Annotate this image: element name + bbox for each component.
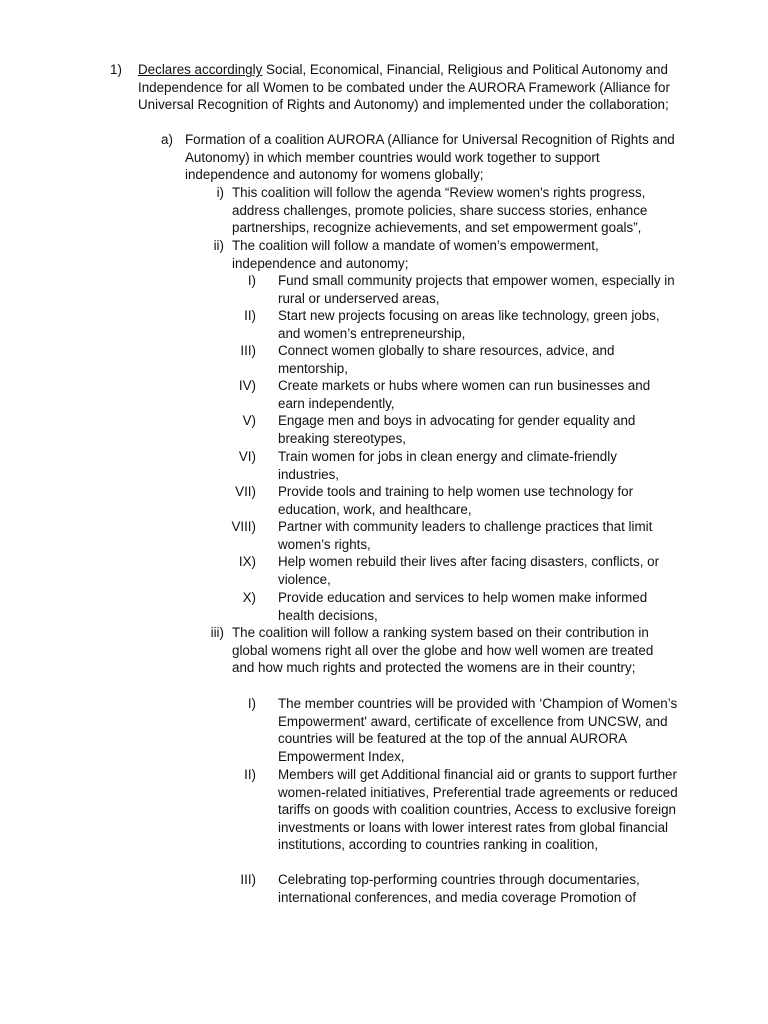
point-text: This coalition will follow the agenda “Review women's rights progress, address challenges, promote policies, share success stories, enhance partnerships, recognize achievements, and set empowerment goals”, bbox=[232, 185, 648, 236]
mandate-item bbox=[238, 377, 678, 412]
point-marker: ii) bbox=[213, 238, 224, 253]
mandate-text: Engage men and boys in advocating for gender equality and breaking stereotypes, bbox=[278, 413, 636, 446]
subclause-marker: a) bbox=[161, 132, 173, 147]
mandate-text: Train women for jobs in clean energy and climate-friendly industries, bbox=[278, 449, 617, 482]
mandate-item bbox=[238, 448, 678, 483]
mandate-item bbox=[242, 589, 678, 624]
mandate-marker: VII) bbox=[235, 484, 256, 499]
point-i bbox=[216, 184, 678, 237]
ranking-text: Members will get Additional financial aid or grants to support further women-related initiatives, Preferential trade agreements or reduced tariffs on goods with coalition countries, Access to exclusive foreign investments or loans with lower interest rates from global financial institutions, according to countries ranking in coalition, bbox=[278, 767, 678, 853]
mandate-marker: IX) bbox=[238, 554, 256, 569]
mandate-marker: IV) bbox=[238, 378, 256, 393]
point-ii bbox=[213, 237, 678, 272]
mandate-item bbox=[235, 483, 678, 518]
mandate-marker: I) bbox=[247, 273, 256, 288]
clause-body: Social, Economical, Financial, Religious and Political Autonomy and Independence for all Women to be combated under the AURORA Framework (Alliance for Universal Recognition of Rights and Autonomy) and implemented under the collaboration; bbox=[138, 62, 670, 113]
mandate-item bbox=[244, 307, 678, 342]
mandate-text: Help women rebuild their lives after facing disasters, conflicts, or violence, bbox=[278, 554, 660, 587]
mandate-item bbox=[238, 553, 678, 588]
mandate-marker: VIII) bbox=[231, 519, 256, 534]
mandate-marker: III) bbox=[240, 343, 256, 358]
mandate-text: Provide education and services to help women make informed health decisions, bbox=[278, 590, 648, 623]
mandate-text: Connect women globally to share resources, advice, and mentorship, bbox=[278, 343, 615, 376]
clause-marker: 1) bbox=[110, 62, 122, 77]
mandate-text: Partner with community leaders to challenge practices that limit women’s rights, bbox=[278, 519, 653, 552]
mandate-text: Start new projects focusing on areas like technology, green jobs, and women’s entrepreneurship, bbox=[278, 308, 660, 341]
mandate-text: Create markets or hubs where women can run businesses and earn independently, bbox=[278, 378, 651, 411]
point-marker: i) bbox=[216, 185, 224, 200]
mandate-marker: V) bbox=[242, 413, 256, 428]
mandate-text: Fund small community projects that empower women, especially in rural or underserved areas, bbox=[278, 273, 675, 306]
point-text: The coalition will follow a ranking system based on their contribution in global womens right all over the globe and how well women are treated and how much rights and protected the womens are in their country; bbox=[232, 625, 654, 676]
mandate-item bbox=[242, 412, 678, 447]
subclause-a bbox=[161, 131, 675, 184]
ranking-marker: III) bbox=[240, 872, 256, 887]
mandate-text: Provide tools and training to help women use technology for education, work, and healthcare, bbox=[278, 484, 634, 517]
ranking-marker: I) bbox=[247, 696, 256, 711]
mandate-marker: X) bbox=[242, 590, 256, 605]
clause-text bbox=[138, 61, 678, 114]
point-iii bbox=[210, 624, 678, 677]
ranking-text: Celebrating top-performing countries through documentaries, international conferences, and media coverage Promotion of bbox=[278, 872, 640, 905]
ranking-item bbox=[244, 766, 678, 854]
ranking-item bbox=[247, 695, 678, 765]
mandate-item bbox=[247, 272, 678, 307]
clause-1 bbox=[110, 61, 678, 114]
mandate-marker: VI) bbox=[238, 449, 256, 464]
point-marker: iii) bbox=[210, 625, 224, 640]
clause-lead: Declares accordingly bbox=[138, 62, 263, 77]
subclause-text: Formation of a coalition AURORA (Alliance for Universal Recognition of Rights and Autonomy) in which member countries would work together to support independence and autonomy for womens globally; bbox=[185, 132, 675, 183]
mandate-item bbox=[240, 342, 678, 377]
ranking-text: The member countries will be provided with ‘Champion of Women’s Empowerment' award, certificate of excellence from UNCSW, and countries will be featured at the top of the annual AURORA Empowerment Index, bbox=[278, 696, 678, 764]
ranking-item bbox=[240, 871, 678, 906]
mandate-item bbox=[231, 518, 678, 553]
point-text: The coalition will follow a mandate of women’s empowerment, independence and autonomy; bbox=[232, 238, 599, 271]
ranking-marker: II) bbox=[244, 767, 256, 782]
mandate-marker: II) bbox=[244, 308, 256, 323]
